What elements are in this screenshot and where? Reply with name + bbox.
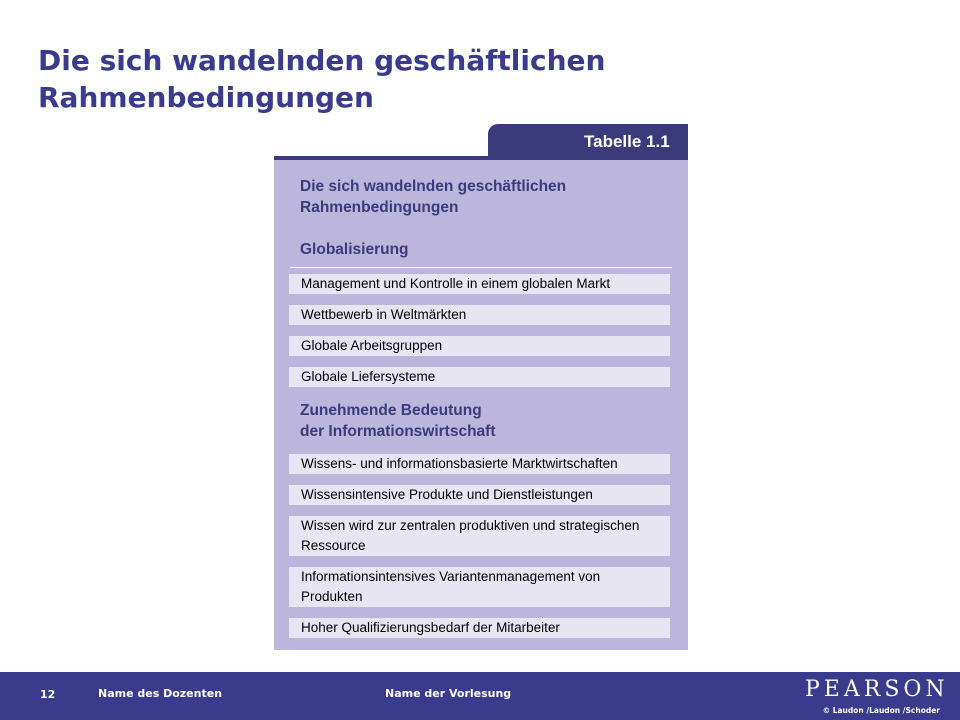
table-row: Globale Liefersysteme	[289, 367, 670, 387]
table-row-text: Produkten	[301, 589, 363, 604]
footer-bar	[0, 672, 960, 720]
lecturer-name: Name des Dozenten	[98, 687, 223, 700]
table-row-text: Informationsintensives Variantenmanagement von	[301, 569, 601, 584]
table-row-text: Wissens- und informationsbasierte Marktwirtschaften	[301, 456, 618, 471]
section-heading-informationswirtschaft-line1: Zunehmende Bedeutung	[300, 402, 482, 419]
table-row	[289, 516, 670, 556]
table-row-text: Wissensintensive Produkte und Dienstleistungen	[301, 487, 593, 502]
table-row-text: Ressource	[301, 538, 366, 553]
table-title-line2: Rahmenbedingungen	[300, 199, 459, 216]
course-name: Name der Vorlesung	[385, 687, 512, 700]
table-title-line1: Die sich wandelnden geschäftlichen	[300, 178, 567, 195]
table-figure	[274, 124, 688, 650]
table-row	[289, 485, 670, 505]
pearson-logo: PEARSON	[805, 677, 949, 702]
section-heading-informationswirtschaft-line2: der Informationswirtschaft	[300, 423, 496, 440]
table-tab-label: Tabelle 1.1	[488, 124, 688, 158]
table-body	[274, 160, 688, 650]
section-heading-globalisierung: Globalisierung	[300, 241, 409, 258]
table-row: Wettbewerb in Weltmärkten	[289, 305, 670, 325]
slide-title: Die sich wandelnden geschäftlichen Rahmenbedingungen	[38, 44, 606, 114]
table-divider	[290, 267, 672, 268]
table-row	[289, 567, 670, 607]
table-row	[289, 618, 670, 638]
page-number: 12	[40, 688, 56, 701]
table-row: Globale Arbeitsgruppen	[289, 336, 670, 356]
table-row-text: Wissen wird zur zentralen produktiven und strategischen	[301, 518, 640, 533]
table-row: Management und Kontrolle in einem globalen Markt	[289, 274, 670, 294]
table-row-text: Hoher Qualifizierungsbedarf der Mitarbeiter	[301, 620, 560, 635]
copyright-notice: © Laudon /Laudon /Schoder	[822, 706, 940, 715]
table-row	[289, 454, 670, 474]
